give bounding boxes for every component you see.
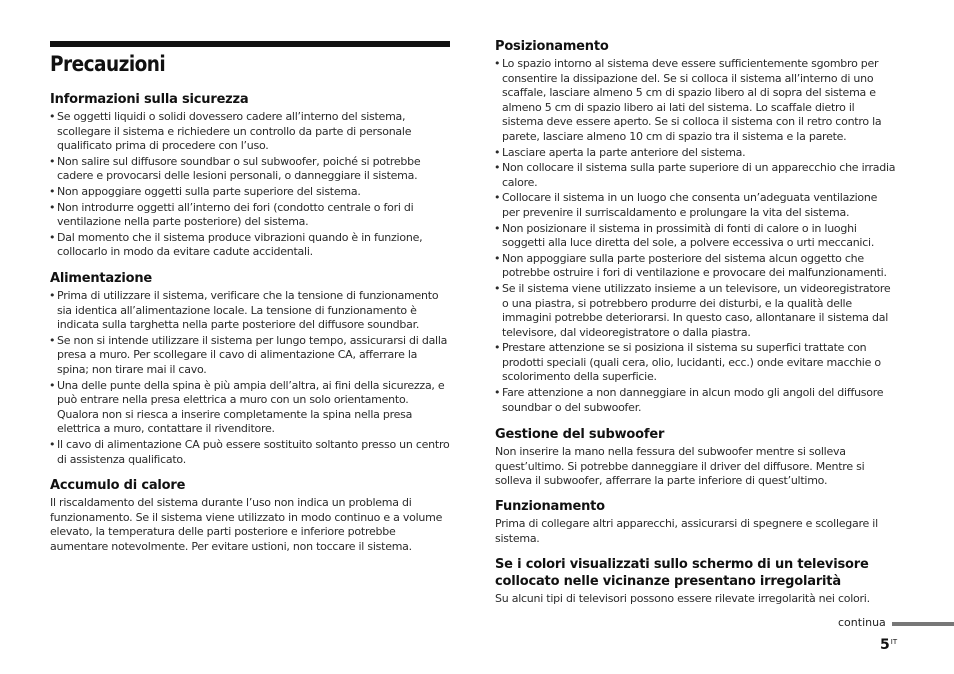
section-text: Prima di collegare altri apparecchi, assicurarsi di spegnere e scollegare il sistema. [495,517,878,545]
page-number [880,637,897,653]
list-item: • Non appoggiare oggetti sulla parte superiore del sistema. [50,185,450,200]
section-power [50,270,450,468]
list-item: • Lo spazio intorno al sistema deve essere sufficientemente sgombro per consentire la dissipazione del. Se si colloca il sistema all’interno di uno scaffale, lasciare almeno 5 cm di spazio libero al di sopra del sistema e almeno 5 cm di spazio libero ai lati del sistema. Lo scaffale dietro il sistema deve essere aperto. Se si colloca il sistema con il retro contro la parete, lasciare almeno 10 cm di spazio tra il sistema e la parete. [495,57,897,145]
list-item: • Non salire sul diffusore soundbar o sul subwoofer, poiché si potrebbe cadere e provocarsi delle lesioni personali, o danneggiare il sistema. [50,155,450,184]
title-rule [50,41,450,47]
section-heading: Funzionamento [495,499,605,514]
continue-bar [892,622,954,626]
list-item: • Una delle punte della spina è più ampia dell’altra, ai fini della sicurezza, e può entrare nella presa elettrica a muro con un solo orientamento. Qualora non si riesca a inserire completamente la spina nella presa elettrica a muro, contattare il rivenditore. [50,379,450,437]
section-subwoofer [495,426,897,489]
list-item: • Non appoggiare sulla parte posteriore del sistema alcun oggetto che potrebbe ostruire i fori di ventilazione e provocare dei malfunzionamenti. [495,252,897,281]
section-heading: Posizionamento [495,39,609,54]
list-item: • Collocare il sistema in un luogo che consenta un’adeguata ventilazione per prevenire il surriscaldamento e prolungare la vita del sistema. [495,191,897,220]
section-heading: Se i colori visualizzati sullo schermo di un televisore collocato nelle vicinanze presentano irregolarità [495,557,869,589]
page-language-suffix: IT [890,638,898,646]
section-positioning [495,38,897,416]
section-safety [50,91,450,261]
list-item: • Dal momento che il sistema produce vibrazioni quando è in funzione, collocarlo in modo da evitare cadute accidentali. [50,231,450,260]
section-text: Su alcuni tipi di televisori possono essere rilevate irregolarità nei colori. [495,592,870,605]
list-item: • Non collocare il sistema sulla parte superiore di un apparecchio che irradia calore. [495,161,897,190]
page-title: Precauzioni [50,52,166,76]
section-tv-colors [495,556,897,607]
list-item: • Se oggetti liquidi o solidi dovessero cadere all’interno del sistema, scollegare il sistema e richiedere un controllo da parte di personale qualificato prima di procedere con l’uso. [50,110,450,154]
bullet-list [495,57,897,415]
section-operation [495,498,897,546]
bullet-list [50,289,450,467]
section-heading: Gestione del subwoofer [495,427,665,442]
section-heading: Informazioni sulla sicurezza [50,92,249,107]
list-item: • Prima di utilizzare il sistema, verificare che la tensione di funzionamento sia identica all’alimentazione locale. La tensione di funzionamento è indicata sulla targhetta nella parte posteriore del diffusore soundbar. [50,289,450,333]
section-text: Il riscaldamento del sistema durante l’uso non indica un problema di funzionamento. Se il sistema viene utilizzato in modo continuo e a volume elevato, la temperatura delle parti posteriore e inferiore potrebbe aumentare notevolmente. Per evitare ustioni, non toccare il sistema. [50,496,443,553]
list-item: • Se il sistema viene utilizzato insieme a un televisore, un videoregistratore o una piastra, si potrebbero produrre dei disturbi, e la qualità delle immagini potrebbe deteriorarsi. In questo caso, allontanare il sistema dal televisore, dal videoregistratore o dalla piastra. [495,282,897,340]
list-item: • Se non si intende utilizzare il sistema per lungo tempo, assicurarsi di dalla presa a muro. Per scollegare il cavo di alimentazione CA, afferrare la spina; non tirare mai il cavo. [50,334,450,378]
list-item: • Il cavo di alimentazione CA può essere sostituito soltanto presso un centro di assistenza qualificato. [50,438,450,467]
bullet-list [50,110,450,260]
list-item: • Prestare attenzione se si posiziona il sistema su superfici trattate con prodotti speciali (quali cera, olio, lucidanti, ecc.) onde evitare macchie o scolorimento della superficie. [495,341,897,385]
list-item: • Non posizionare il sistema in prossimità di fonti di calore o in luoghi soggetti alla luce diretta del sole, a polvere eccessiva o urti meccanici. [495,222,897,251]
section-text: Non inserire la mano nella fessura del subwoofer mentre si solleva quest’ultimo. Si potrebbe danneggiare il driver del diffusore. Mentre si solleva il subwoofer, afferrare la parte inferiore di quest’ultimo. [495,445,865,488]
list-item: • Fare attenzione a non danneggiare in alcun modo gli angoli del diffusore soundbar o del subwoofer. [495,386,897,415]
list-item: • Lasciare aperta la parte anteriore del sistema. [495,146,897,161]
section-heat [50,477,450,554]
continue-label: continua [838,616,886,629]
section-heading: Alimentazione [50,271,153,286]
list-item: • Non introdurre oggetti all’interno dei fori (condotto centrale o fori di ventilazione nella parte posteriore) del sistema. [50,201,450,230]
page-number-value: 5 [880,637,890,653]
section-heading: Accumulo di calore [50,478,186,493]
